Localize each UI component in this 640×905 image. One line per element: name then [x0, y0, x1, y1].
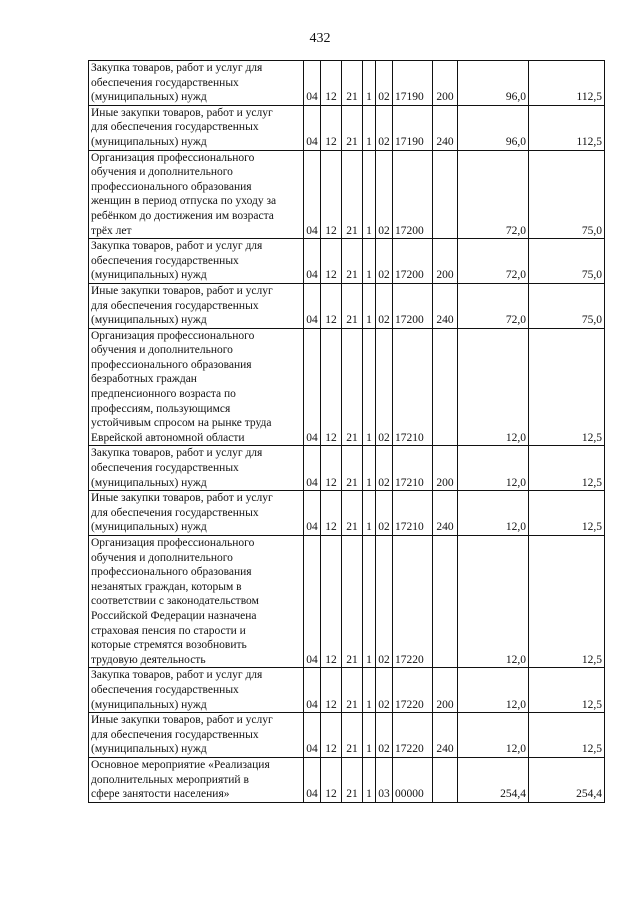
row-program-code: 21	[342, 283, 363, 328]
row-amount-year1: 96,0	[458, 105, 529, 150]
row-subprogram-code: 1	[363, 446, 376, 491]
row-program-code: 21	[342, 491, 363, 536]
row-amount-year2: 12,5	[529, 713, 605, 758]
row-amount-year1: 12,0	[458, 491, 529, 536]
row-program-code: 21	[342, 105, 363, 150]
row-expense-type-code: 240	[433, 283, 458, 328]
row-amount-year1: 72,0	[458, 239, 529, 284]
table-row	[89, 757, 605, 802]
row-event-code: 02	[376, 150, 393, 239]
row-subprogram-code: 1	[363, 491, 376, 536]
row-amount-year1: 72,0	[458, 283, 529, 328]
row-event-code: 02	[376, 713, 393, 758]
row-subsection-code: 12	[321, 491, 342, 536]
table-row	[89, 105, 605, 150]
row-name-text: Иные закупки товаров, работ и услуг для обеспечения государственных (муниципальных) нужд	[91, 714, 273, 756]
table-row	[89, 150, 605, 239]
row-subprogram-code: 1	[363, 668, 376, 713]
row-subprogram-code: 1	[363, 713, 376, 758]
row-amount-year2: 12,5	[529, 446, 605, 491]
row-subprogram-code: 1	[363, 105, 376, 150]
row-amount-year2: 12,5	[529, 536, 605, 668]
row-name-text: Организация профессионального обучения и дополнительного профессионального образования безработных граждан предпенсионного возраста по профессиям, пользующимся устойчивым спросом на рынке труда Еврейской автономной области	[91, 329, 272, 444]
row-section-code: 04	[304, 713, 321, 758]
row-name	[89, 446, 304, 491]
row-section-code: 04	[304, 283, 321, 328]
row-expense-type-code	[433, 757, 458, 802]
row-target-code: 00000	[393, 757, 433, 802]
row-section-code: 04	[304, 446, 321, 491]
row-amount-year1: 72,0	[458, 150, 529, 239]
row-subsection-code: 12	[321, 328, 342, 446]
row-section-code: 04	[304, 61, 321, 106]
table-row	[89, 536, 605, 668]
table-row	[89, 713, 605, 758]
row-name-text: Закупка товаров, работ и услуг для обеспечения государственных (муниципальных) нужд	[91, 240, 263, 282]
row-event-code: 02	[376, 283, 393, 328]
row-subsection-code: 12	[321, 283, 342, 328]
row-subsection-code: 12	[321, 757, 342, 802]
row-subsection-code: 12	[321, 150, 342, 239]
table-row	[89, 61, 605, 106]
row-subsection-code: 12	[321, 536, 342, 668]
table-row	[89, 491, 605, 536]
row-section-code: 04	[304, 150, 321, 239]
row-expense-type-code: 200	[433, 239, 458, 284]
table-row	[89, 328, 605, 446]
row-subsection-code: 12	[321, 446, 342, 491]
row-event-code: 02	[376, 446, 393, 491]
row-amount-year1: 12,0	[458, 536, 529, 668]
row-target-code: 17200	[393, 239, 433, 284]
row-expense-type-code: 200	[433, 446, 458, 491]
row-subsection-code: 12	[321, 668, 342, 713]
row-name	[89, 491, 304, 536]
row-target-code: 17210	[393, 491, 433, 536]
row-section-code: 04	[304, 491, 321, 536]
row-expense-type-code: 200	[433, 668, 458, 713]
row-target-code: 17200	[393, 150, 433, 239]
row-subsection-code: 12	[321, 105, 342, 150]
row-amount-year1: 254,4	[458, 757, 529, 802]
row-name-text: Иные закупки товаров, работ и услуг для обеспечения государственных (муниципальных) нужд	[91, 492, 273, 534]
row-expense-type-code: 200	[433, 61, 458, 106]
table-row	[89, 668, 605, 713]
budget-table	[88, 60, 605, 803]
row-event-code: 02	[376, 491, 393, 536]
table-row	[89, 239, 605, 284]
row-name	[89, 713, 304, 758]
row-target-code: 17220	[393, 713, 433, 758]
row-expense-type-code	[433, 536, 458, 668]
row-subsection-code: 12	[321, 239, 342, 284]
row-target-code: 17220	[393, 668, 433, 713]
row-event-code: 02	[376, 105, 393, 150]
row-section-code: 04	[304, 536, 321, 668]
row-program-code: 21	[342, 61, 363, 106]
row-section-code: 04	[304, 239, 321, 284]
row-subprogram-code: 1	[363, 150, 376, 239]
row-event-code: 02	[376, 239, 393, 284]
row-amount-year2: 112,5	[529, 105, 605, 150]
row-name	[89, 105, 304, 150]
row-name-text: Иные закупки товаров, работ и услуг для обеспечения государственных (муниципальных) нужд	[91, 284, 273, 327]
row-expense-type-code: 240	[433, 491, 458, 536]
row-target-code: 17220	[393, 536, 433, 668]
row-name-text: Закупка товаров, работ и услуг для обеспечения государственных (муниципальных) нужд	[91, 447, 263, 489]
row-amount-year2: 75,0	[529, 283, 605, 328]
row-amount-year2: 12,5	[529, 328, 605, 446]
row-subsection-code: 12	[321, 61, 342, 106]
row-subprogram-code: 1	[363, 328, 376, 446]
row-subprogram-code: 1	[363, 757, 376, 802]
row-amount-year1: 12,0	[458, 668, 529, 713]
row-expense-type-code: 240	[433, 105, 458, 150]
row-name	[89, 757, 304, 802]
row-amount-year1: 96,0	[458, 61, 529, 106]
row-event-code: 02	[376, 536, 393, 668]
row-program-code: 21	[342, 328, 363, 446]
row-amount-year1: 12,0	[458, 328, 529, 446]
row-name	[89, 150, 304, 239]
row-program-code: 21	[342, 536, 363, 668]
row-name	[89, 328, 304, 446]
row-program-code: 21	[342, 239, 363, 284]
row-amount-year2: 12,5	[529, 491, 605, 536]
row-name	[89, 61, 304, 106]
row-name	[89, 536, 304, 668]
row-target-code: 17210	[393, 446, 433, 491]
row-program-code: 21	[342, 668, 363, 713]
row-program-code: 21	[342, 446, 363, 491]
row-name	[89, 668, 304, 713]
row-amount-year1: 12,0	[458, 713, 529, 758]
row-amount-year2: 112,5	[529, 61, 605, 106]
row-name	[89, 283, 304, 328]
table-row	[89, 446, 605, 491]
row-section-code: 04	[304, 757, 321, 802]
row-event-code: 03	[376, 757, 393, 802]
row-amount-year1: 12,0	[458, 446, 529, 491]
row-subsection-code: 12	[321, 713, 342, 758]
row-amount-year2: 75,0	[529, 239, 605, 284]
row-name	[89, 239, 304, 284]
row-name-text: Организация профессионального обучения и дополнительного профессионального образования женщин в период отпуска по уходу за ребёнком до достижения им возраста трёх лет	[91, 151, 277, 237]
row-program-code: 21	[342, 150, 363, 239]
row-name-text: Основное мероприятие «Реализация дополнительных мероприятий в сфере занятости населения»	[91, 758, 270, 801]
row-target-code: 17190	[393, 61, 433, 106]
row-expense-type-code: 240	[433, 713, 458, 758]
row-name-text: Организация профессионального обучения и дополнительного профессионального образования незанятых граждан, которым в соответствии с законодательством Российской Федерации назначена страховая пенсия по старости и которые стремятся возобновить трудовую деятельность	[91, 537, 259, 666]
row-program-code: 21	[342, 713, 363, 758]
row-expense-type-code	[433, 328, 458, 446]
row-section-code: 04	[304, 105, 321, 150]
row-section-code: 04	[304, 668, 321, 713]
row-event-code: 02	[376, 61, 393, 106]
row-subprogram-code: 1	[363, 536, 376, 668]
row-target-code: 17190	[393, 105, 433, 150]
row-name-text: Закупка товаров, работ и услуг для обеспечения государственных (муниципальных) нужд	[91, 669, 263, 711]
row-event-code: 02	[376, 668, 393, 713]
row-target-code: 17200	[393, 283, 433, 328]
row-event-code: 02	[376, 328, 393, 446]
row-subprogram-code: 1	[363, 239, 376, 284]
row-section-code: 04	[304, 328, 321, 446]
row-amount-year2: 254,4	[529, 757, 605, 802]
row-subprogram-code: 1	[363, 283, 376, 328]
row-program-code: 21	[342, 757, 363, 802]
row-expense-type-code	[433, 150, 458, 239]
row-amount-year2: 75,0	[529, 150, 605, 239]
row-amount-year2: 12,5	[529, 668, 605, 713]
table-row	[89, 283, 605, 328]
row-target-code: 17210	[393, 328, 433, 446]
row-name-text: Закупка товаров, работ и услуг для обеспечения государственных (муниципальных) нужд	[91, 62, 263, 104]
row-subprogram-code: 1	[363, 61, 376, 106]
row-name-text: Иные закупки товаров, работ и услуг для обеспечения государственных (муниципальных) нужд	[91, 106, 273, 148]
page-number: 432	[309, 31, 331, 46]
